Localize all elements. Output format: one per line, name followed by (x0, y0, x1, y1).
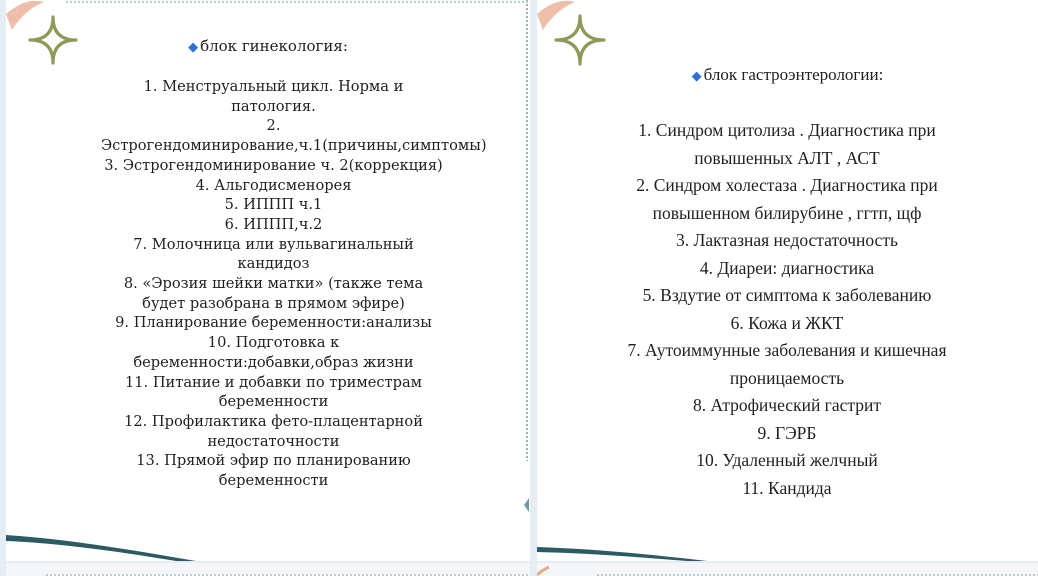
small-blue-diamond-icon: ◆ (188, 40, 199, 55)
list-item: 10. Подготовка к беременности:добавки,образ жизни (133, 334, 414, 371)
list-item: 2. Эстрогендоминирование,ч.1(причины,симптомы) (101, 117, 487, 155)
list-item: 6. Кожа и ЖКТ (730, 312, 844, 333)
dotted-border (537, 565, 1038, 576)
four-point-star-icon (556, 16, 604, 64)
list-item: 5. ИППП ч.1 (224, 196, 323, 214)
list-item: 9. Планирование беременности:анализы (115, 314, 432, 332)
card-edge-line (520, 0, 530, 561)
list-item: 1. Менструальный цикл. Норма и патология. (143, 78, 404, 115)
topic-list (101, 77, 487, 491)
list-item: 11. Кандида (742, 477, 832, 498)
list-item: 12. Профилактика фето-плацентарной недостаточности (124, 412, 423, 450)
list-item: 1. Синдром цитолиза . Диагностика при повышенных АЛТ , АСТ (638, 120, 936, 168)
bottom-swoosh (6, 521, 530, 561)
list-item: 7. Молочница или вульвагинальный кандидоз (133, 235, 414, 273)
small-blue-diamond-icon: ◆ (691, 68, 702, 83)
corner-curve-icon (537, 1, 575, 30)
list-item: 8. Атрофический гастрит (692, 395, 882, 415)
list-item: 11. Питание и добавки по триместрам беременности (124, 373, 423, 411)
list-item: 4. Альгодисменорея (195, 176, 352, 194)
topic-list (622, 117, 952, 502)
list-item: 5. Вздутие от симптома к заболеванию (642, 285, 932, 305)
block-title: ◆ блок гастроэнтерологии: (691, 65, 884, 84)
list-item: 8. «Эрозия шейки матки» (также тема будет разобрана в прямом эфире) (123, 275, 424, 312)
bottom-swoosh (537, 521, 1038, 561)
list-item: 9. ГЭРБ (757, 422, 817, 443)
next-card-edge (6, 563, 530, 576)
list-item: 6. ИППП,ч.2 (224, 215, 323, 233)
list-item: 7. Аутоиммунные заболевания и кишечная проницаемость (627, 340, 947, 388)
list-item: 4. Диареи: диагностика (699, 257, 875, 278)
list-item: 13. Прямой эфир по планированию беременности (136, 452, 411, 490)
block-title: ◆ блок гинекология: (188, 37, 348, 55)
list-item: 10. Удаленный желчный (696, 450, 878, 470)
card-gastroenterology (537, 0, 1038, 561)
list-item: 3. Эстрогендоминирование ч. 2(коррекция) (104, 156, 443, 174)
next-card-edge (537, 563, 1038, 576)
dotted-border (6, 565, 530, 576)
card-gynecology (6, 0, 530, 561)
top-dotted-border (6, 0, 530, 6)
list-item: 2. Синдром холестаза . Диагностика при повышенном билирубине , ггтп, щф (636, 175, 938, 223)
list-item: 3. Лактазная недостаточность (676, 230, 898, 250)
